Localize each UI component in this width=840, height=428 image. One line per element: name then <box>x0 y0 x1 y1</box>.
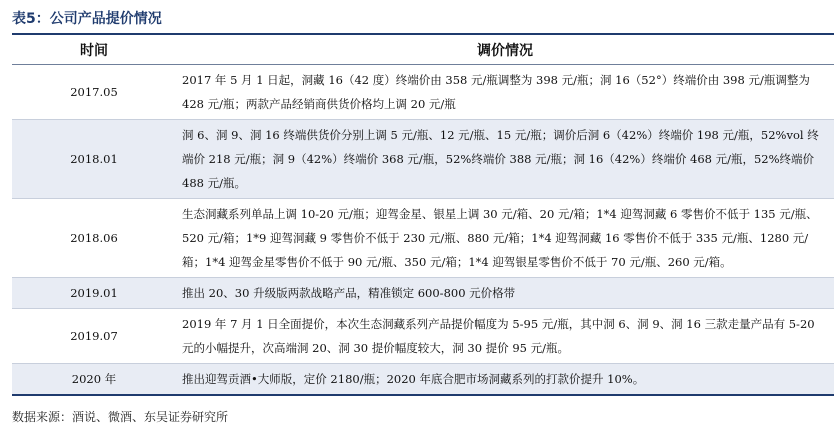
row-description: 2017 年 5 月 1 日起，洞藏 16（42 度）终端价由 358 元/瓶调整为 398 元/瓶；洞 16（52°）终端价由 398 元/瓶调整为 428 元/瓶；两款产品经销商供货价格均上调 20 元/瓶 <box>176 65 834 120</box>
title-divider <box>12 33 834 35</box>
table-row <box>12 199 834 278</box>
table-row <box>12 309 834 364</box>
table-title: 表5：公司产品提价情况 <box>12 11 162 27</box>
row-time: 2018.06 <box>12 199 176 278</box>
row-time: 2018.01 <box>12 120 176 199</box>
row-description: 洞 6、洞 9、洞 16 终端供货价分别上调 5 元/瓶、12 元/瓶、15 元/瓶；调价后洞 6（42%）终端价 198 元/瓶，52%vol 终端价 218 元/瓶；洞 9（42%）终端价 368 元/瓶，52%终端价 388 元/瓶；洞 16（42%）终端价 468 元/瓶，52%终端价 488 元/瓶。 <box>176 120 834 199</box>
row-description: 推出 20、30 升级版两款战略产品，精准锁定 600-800 元价格带 <box>176 278 834 309</box>
row-description: 生态洞藏系列单品上调 10-20 元/瓶；迎驾金星、银星上调 30 元/箱、20 元/箱；1*4 迎驾洞藏 6 零售价不低于 135 元/瓶、520 元/箱；1*9 迎驾洞藏 9 零售价不低于 230 元/瓶、880 元/箱；1*4 迎驾洞藏 16 零售价不低于 335 元/瓶、1280 元/箱；1*4 迎驾金星零售价不低于 90 元/瓶、350 元/箱；1*4 迎驾银星零售价不低于 70 元/瓶、260 元/箱。 <box>176 199 834 278</box>
column-header-time: 时间 <box>12 36 176 65</box>
row-time: 2017.05 <box>12 65 176 120</box>
table-header-row <box>12 36 834 65</box>
row-description: 推出迎驾贡酒•大师版，定价 2180/瓶；2020 年底合肥市场洞藏系列的打款价提升 10%。 <box>176 364 834 396</box>
price-adjustment-table <box>12 36 834 396</box>
row-time: 2020 年 <box>12 364 176 396</box>
table-row <box>12 364 834 396</box>
row-time: 2019.01 <box>12 278 176 309</box>
row-time: 2019.07 <box>12 309 176 364</box>
table-row <box>12 120 834 199</box>
table-row <box>12 65 834 120</box>
table-row <box>12 278 834 309</box>
column-header-adjustment: 调价情况 <box>176 36 834 65</box>
row-description: 2019 年 7 月 1 日全面提价，本次生态洞藏系列产品提价幅度为 5-95 元/瓶，其中洞 6、洞 9、洞 16 三款走量产品有 5-20 元的小幅提升，次高端洞 20、洞 30 提价幅度较大，洞 30 提价 95 元/瓶。 <box>176 309 834 364</box>
data-source-note: 数据来源：酒说、微酒、东吴证券研究所 <box>12 410 229 424</box>
